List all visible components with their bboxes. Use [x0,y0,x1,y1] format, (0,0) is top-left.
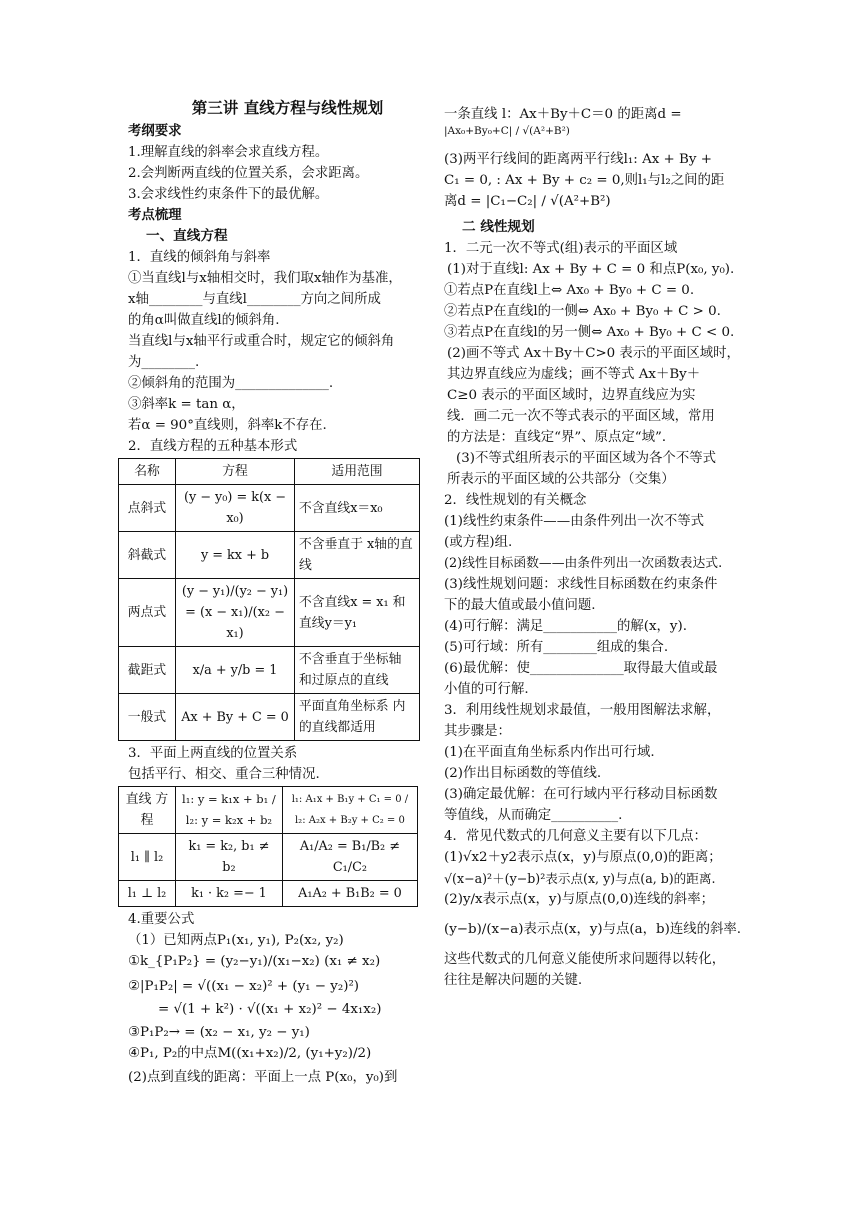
syllabus-item-3: 3.会求线性约束条件下的最优解。 [128,187,329,202]
line-relation-table [118,786,418,907]
form-name: 点斜式 [119,485,176,532]
t1: 1．二元一次不等式(组)表示的平面区域 [444,241,678,256]
s4-title: 4.重要公式 [128,912,195,927]
t2: (1)对于直线l: Ax + By + C = 0 和点P(x₀, y₀). [447,262,735,277]
relation-general-form: l₁: A₁x + B₁y + C₁ = 0 / l₂: A₂x + B₂y + C₂ = 0 [282,787,417,834]
s4-p2: ①k_{P₁P₂} = (y₂−y₁)/(x₁−x₂) (x₁ ≠ x₂) [128,954,381,969]
t13: 2．线性规划的有关概念 [444,493,587,508]
s1-p4: 当直线l与x轴平行或重合时，规定它的倾斜角 [128,334,395,349]
r1: 一条直线 l：Ax＋By＋C＝0 的距离d = [444,107,682,122]
t33: (y−b)/(x−a)表示点(x，y)与点(a，b)连线的斜率. [444,922,742,937]
relation-slope-form: l₁: y = k₁x + b₁ / l₂: y = k₂x + b₂ [176,787,283,834]
table-row [119,694,420,741]
s3-p1: 包括平行、相交、重合三种情况. [128,767,320,782]
relation-label: 直线 方程 [119,787,176,834]
t31: √(x−a)²＋(y−b)²表示点(x, y)与点(a, b)的距离. [444,871,716,886]
s1-p2: x轴________与直线l________方向之间所成 [128,292,381,307]
t19: (4)可行解：满足___________的解(x，y). [444,619,687,634]
relation-slope-form: k₁ = k₂, b₁ ≠ b₂ [176,834,283,881]
t28: 等值线，从而确定__________. [444,808,623,823]
s4-p1: （1）已知两点P₁(x₁, y₁), P₂(x₂, y₂) [128,933,344,948]
review-heading: 考点梳理 [128,208,182,223]
relation-general-form: A₁/A₂ = B₁/B₂ ≠ C₁/C₂ [282,834,417,881]
table-row [119,532,420,579]
table-row [119,834,418,881]
s4-p7: (2)点到直线的距离：平面上一点 P(x₀，y₀)到 [128,1070,398,1085]
t11: (3)不等式组所表示的平面区域为各个不等式 [456,451,716,466]
form-equation: y = kx + b [176,532,295,579]
table-row [119,485,420,532]
s1-title: 1．直线的倾斜角与斜率 [128,250,271,265]
s2-title: 2．直线方程的五种基本形式 [128,439,298,454]
t23: 3．利用线性规划求最值，一般用图解法求解， [444,703,721,718]
t26: (2)作出目标函数的等值线. [444,766,602,781]
relation-label: l₁ ∥ l₂ [119,834,176,881]
page-title: 第三讲 直线方程与线性规划 [191,99,384,117]
t22: 小值的可行解. [444,682,529,697]
t3: ①若点P在直线l上⇔ Ax₀ + By₀ + C = 0. [444,283,695,298]
s1-p5: 为________. [128,355,200,370]
r4: C₁ = 0, : Ax + By + c₂ = 0,则l₁与l₂之间的距 [444,173,725,188]
line-forms-table [118,458,420,741]
s4-p3: ②|P₁P₂| = √((x₁ − x₂)² + (y₁ − y₂)²) [128,979,360,994]
t30: (1)√x2＋y2表示点(x，y)与原点(0,0)的距离； [444,850,722,865]
form-equation: x/a + y/b = 1 [176,647,295,694]
s4-p6: ④P₁, P₂的中点M((x₁+x₂)/2, (y₁+y₂)/2) [128,1046,372,1061]
t6: (2)画不等式 Ax＋By＋C>0 表示的平面区域时， [447,346,740,361]
s1-p3: 的角α叫做直线l的倾斜角. [128,313,280,328]
t34: 这些代数式的几何意义能使所求问题得以转化， [444,952,726,967]
table-header: 名称 [119,459,176,485]
form-scope: 不含直线x = x₁ 和直线y＝y₁ [295,579,420,647]
form-equation: Ax + By + C = 0 [176,694,295,741]
table-header-row [119,459,420,485]
form-scope: 平面直角坐标系 内的直线都适用 [295,694,420,741]
table-row [119,579,420,647]
form-scope: 不含直线x＝x₀ [295,485,420,532]
r5: 离d = |C₁−C₂| / √(A²+B²) [444,194,611,209]
t32: (2)y/x表示点(x，y)与原点(0,0)连线的斜率； [444,892,714,907]
syllabus-heading: 考纲要求 [128,124,182,139]
s1-p8: 若α = 90°直线则，斜率k不存在. [128,418,327,433]
t15: (或方程)组. [444,535,513,550]
t9: 线．画二元一次不等式表示的平面区域，常用 [447,409,715,424]
table-row [119,787,418,834]
form-name: 斜截式 [119,532,176,579]
t16: (2)线性目标函数——由条件列出一次函数表达式. [444,556,723,571]
syllabus-item-1: 1.理解直线的斜率会求直线方程。 [128,145,329,160]
t10: 的方法是：直线定“界”、原点定“域”． [447,430,676,445]
t4: ②若点P在直线l的一侧⇔ Ax₀ + By₀ + C > 0. [444,304,721,319]
t12: 所表示的平面区域的公共部分（交集） [447,472,675,487]
form-name: 两点式 [119,579,176,647]
t17: (3)线性规划问题：求线性目标函数在约束条件 [444,577,718,592]
table-header: 方程 [176,459,295,485]
relation-slope-form: k₁ · k₂ =− 1 [176,881,283,907]
t35: 往往是解决问题的关键. [444,973,583,988]
t24: 其步骤是： [444,724,511,739]
t14: (1)线性约束条件——由条件列出一次不等式 [444,514,704,529]
s3-title: 3．平面上两直线的位置关系 [128,746,298,761]
form-name: 截距式 [119,647,176,694]
form-equation: (y − y₀) = k(x − x₀) [176,485,295,532]
r2: |Ax₀+By₀+C| / √(A²+B²) [444,125,570,137]
s4-p4: = √(1 + k²) · √((x₁ + x₂)² − 4x₁x₂) [158,1002,382,1017]
t18: 下的最大值或最小值问题. [444,598,596,613]
table-header: 适用范围 [295,459,420,485]
t7: 其边界直线应为虚线；画不等式 Ax＋By＋ [447,367,701,382]
t25: (1)在平面直角坐标系内作出可行域. [444,745,655,760]
s1-p6: ②倾斜角的范围为______________. [128,376,334,391]
section2-heading: 二 线性规划 [462,219,535,235]
right-column [444,98,744,991]
form-scope: 不含垂直于 x轴的直线 [295,532,420,579]
s4-p5: ③P₁P₂→ = (x₂ − x₁, y₂ − y₁) [128,1025,310,1040]
t8: C≥0 表示的平面区域时，边界直线应为实 [447,388,696,403]
form-equation: (y − y₁)/(y₂ − y₁) = (x − x₁)/(x₂ − x₁) [176,579,295,647]
relation-label: l₁ ⊥ l₂ [119,881,176,907]
s1-p7: ③斜率k = tan α， [128,397,245,412]
t29: 4．常见代数式的几何意义主要有以下几点： [444,829,707,844]
syllabus-item-2: 2.会判断两直线的位置关系，会求距离。 [128,166,369,181]
section1-heading: 一、直线方程 [146,228,228,244]
form-name: 一般式 [119,694,176,741]
r3: (3)两平行线间的距离两平行线l₁: Ax + By + [444,152,712,167]
s1-p1: ①当直线l与x轴相交时，我们取x轴作为基准， [128,271,402,286]
left-column [125,98,433,1088]
relation-general-form: A₁A₂ + B₁B₂ = 0 [282,881,417,907]
form-scope: 不含垂直于坐标轴 和过原点的直线 [295,647,420,694]
table-row [119,647,420,694]
table-row [119,881,418,907]
t27: (3)确定最优解：在可行域内平行移动目标函数 [444,787,718,802]
t21: (6)最优解：使______________取得最大值或最 [444,661,718,676]
t5: ③若点P在直线l的另一侧⇔ Ax₀ + By₀ + C < 0. [444,325,735,340]
t20: (5)可行域：所有________组成的集合. [444,640,669,655]
